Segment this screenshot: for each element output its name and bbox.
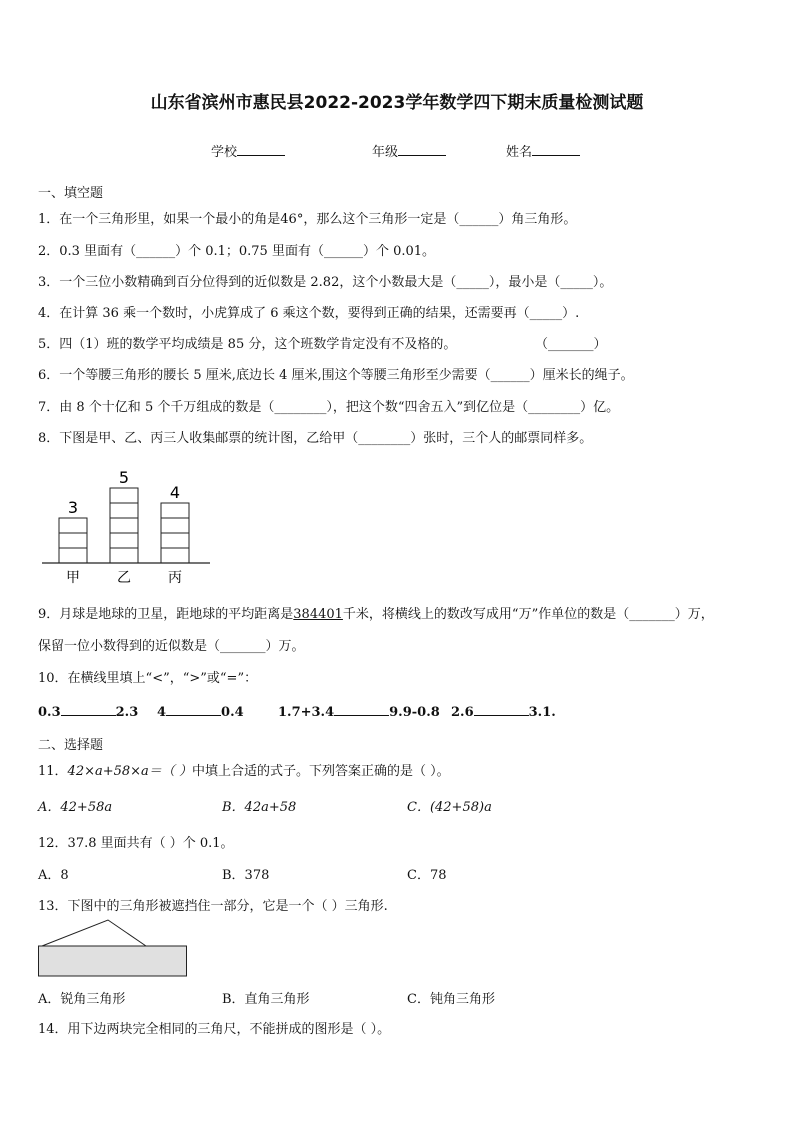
chart-bar-cell	[110, 488, 138, 503]
chart-data-label: 3	[67, 498, 79, 517]
section-heading-fill-blank: 一、填空题	[38, 186, 104, 201]
compare-right: 9.9-0.8	[389, 705, 440, 720]
compare-blank[interactable]	[61, 703, 116, 716]
question-4: 4．在计算 36 乘一个数时，小虎算成了 6 乘这个数，要得到正确的结果，还需要再（_____）.	[38, 306, 580, 321]
question-11-expression: 42×a+58×a＝（ ）	[67, 764, 192, 779]
chart-bar-cell	[110, 548, 138, 563]
school-field	[211, 141, 285, 160]
chart-bar-1	[59, 498, 87, 586]
school-label: 学校	[211, 145, 238, 160]
question-14: 14．用下边两块完全相同的三角尺，不能拼成的图形是（ ）。	[38, 1022, 391, 1037]
chart-data-label: 4	[169, 483, 181, 502]
compare-right: 0.4	[221, 705, 244, 720]
compare-blank[interactable]	[334, 703, 389, 716]
chart-bar-3	[161, 483, 189, 586]
question-11-option-a[interactable]: A．42+58a	[38, 800, 113, 815]
question-13-option-c[interactable]: C．钝角三角形	[407, 992, 495, 1007]
question-1: 1．在一个三角形里，如果一个最小的角是46°，那么这个三角形一定是（______）角三角形。	[38, 212, 577, 227]
compare-item-2	[157, 703, 244, 720]
chart-bar-cell	[161, 548, 189, 563]
question-11-option-b[interactable]: B．42a+58	[222, 800, 297, 815]
chart-category-label: 甲	[66, 570, 80, 586]
question-9-line2: 保留一位小数得到的近似数是（_______）万。	[38, 639, 305, 654]
compare-blank[interactable]	[166, 703, 221, 716]
chart-category-label: 乙	[117, 570, 131, 586]
chart-bar-cell	[161, 533, 189, 548]
grade-field	[372, 141, 446, 160]
question-9-distance: 384401	[293, 607, 343, 622]
chart-bar-cell	[161, 503, 189, 518]
question-2: 2．0.3 里面有（______）个 0.1；0.75 里面有（______）个 0.01。	[38, 244, 436, 259]
hidden-triangle-figure	[36, 918, 191, 980]
compare-left: 2.6	[451, 705, 474, 720]
question-11-option-c[interactable]: C．(42+58)a	[407, 800, 492, 815]
question-3: 3．一个三位小数精确到百分位得到的近似数是 2.82，这个小数最大是（_____），最小是（_____）。	[38, 275, 613, 290]
name-blank[interactable]	[532, 143, 580, 156]
question-12-option-b[interactable]: B．378	[222, 868, 270, 883]
question-10: 10．在横线里填上“<”，“>”或“=”：	[38, 671, 258, 686]
section-heading-choice: 二、选择题	[38, 738, 104, 753]
chart-bar-cell	[110, 503, 138, 518]
chart-bar-cell	[59, 548, 87, 563]
chart-bar-cell	[59, 518, 87, 533]
question-13-option-b[interactable]: B．直角三角形	[222, 992, 310, 1007]
question-11	[38, 760, 450, 779]
compare-item-3	[278, 703, 440, 720]
compare-right: 3.1.	[528, 705, 556, 720]
question-6: 6．一个等腰三角形的腰长 5 厘米,底边长 4 厘米,围这个等腰三角形至少需要（______）厘米长的绳子。	[38, 368, 634, 383]
question-9-text-a: 9．月球是地球的卫星，距地球的平均距离是	[38, 607, 294, 622]
question-7: 7．由 8 个十亿和 5 个千万组成的数是（________），把这个数“四舍五入”到亿位是（________）亿。	[38, 400, 620, 415]
name-field	[506, 141, 580, 160]
compare-item-4	[451, 703, 556, 720]
chart-bar-cell	[59, 533, 87, 548]
question-5: 5．四（1）班的数学平均成绩是 85 分，这个班数学肯定没有不及格的。	[38, 337, 457, 352]
stamp-bar-chart	[38, 455, 218, 590]
compare-left: 4	[157, 705, 167, 720]
question-11-text: 中填上合适的式子。下列答案正确的是（ ）。	[191, 764, 450, 779]
chart-bar-cell	[110, 533, 138, 548]
cover-rectangle	[39, 946, 187, 976]
chart-bar-2	[110, 468, 138, 586]
question-13: 13．下图中的三角形被遮挡住一部分，它是一个（ ）三角形.	[38, 899, 388, 914]
compare-left: 0.3	[38, 705, 61, 720]
chart-data-label: 5	[118, 468, 130, 487]
triangle-top	[42, 920, 146, 946]
question-12-option-a[interactable]: A．8	[38, 868, 69, 883]
chart-category-label: 丙	[168, 570, 182, 586]
page-title: 山东省滨州市惠民县2022-2023学年数学四下期末质量检测试题	[150, 93, 644, 113]
question-5-answer: （_______）	[535, 337, 607, 352]
compare-right: 2.3	[115, 705, 139, 720]
question-12: 12．37.8 里面共有（ ）个 0.1。	[38, 836, 234, 851]
compare-blank[interactable]	[474, 703, 529, 716]
grade-label: 年级	[372, 145, 399, 160]
question-13-option-a[interactable]: A．锐角三角形	[38, 992, 126, 1007]
compare-left: 1.7+3.4	[278, 705, 335, 720]
question-9-line1	[38, 603, 714, 622]
chart-bar-cell	[161, 518, 189, 533]
name-label: 姓名	[506, 145, 533, 160]
question-12-option-c[interactable]: C．78	[407, 868, 447, 883]
chart-bar-cell	[110, 518, 138, 533]
grade-blank[interactable]	[398, 143, 446, 156]
compare-item-1	[38, 703, 138, 720]
school-blank[interactable]	[237, 143, 285, 156]
question-9-text-b: 千米，将横线上的数改写成用“万”作单位的数是（_______）万，	[342, 607, 714, 622]
question-11-number: 11．	[38, 764, 68, 779]
question-8: 8．下图是甲、乙、丙三人收集邮票的统计图，乙给甲（________）张时，三个人的邮票同样多。	[38, 431, 593, 446]
